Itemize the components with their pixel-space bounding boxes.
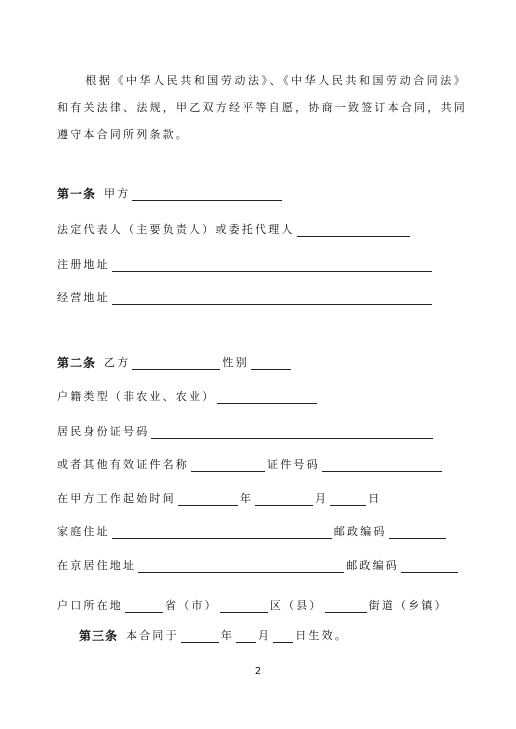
bj-address-blank[interactable] (138, 558, 344, 573)
home-postcode-label: 邮政编码 (333, 525, 387, 538)
other-id-label: 或者其他有效证件名称 (57, 458, 189, 471)
bj-postcode-label: 邮政编码 (346, 559, 400, 572)
page-number: 2 (254, 666, 262, 677)
biz-address-label: 经营地址 (57, 291, 110, 304)
party-a-blank[interactable] (132, 186, 282, 201)
legal-rep-label: 法定代表人（主要负责人）或委托代理人 (57, 223, 295, 236)
start-date-line (57, 489, 381, 509)
hukou-location-line (57, 596, 448, 616)
effective-day-blank[interactable] (273, 628, 293, 643)
start-date-label: 在甲方工作起始时间 (57, 492, 176, 505)
bj-address-line (57, 556, 460, 576)
article2-party-b-line (57, 353, 293, 373)
home-address-line (57, 522, 448, 542)
hukou-type-blank[interactable] (217, 389, 317, 404)
biz-address-blank[interactable] (112, 290, 432, 305)
reg-address-line (57, 255, 434, 275)
start-year-label: 年 (239, 492, 254, 505)
article1-heading: 第一条 (57, 187, 97, 201)
effective-month-blank[interactable] (236, 628, 256, 643)
street-blank[interactable] (325, 598, 367, 613)
party-b-blank[interactable] (132, 355, 220, 370)
district-blank[interactable] (220, 598, 268, 613)
party-b-label: 乙方 (104, 356, 131, 369)
article3-line (79, 626, 348, 646)
id-number-line (57, 422, 435, 442)
hukou-location-label: 户口所在地 (57, 599, 123, 612)
id-no-label: 证件号码 (267, 458, 320, 471)
intro-text: 根据《中华人民共和国劳动法》、《中华人民共和国劳动合同法》和有关法律、法规，甲乙双方经平等自愿，协商一致签订本合同，共同遵守本合同所列条款。 (57, 74, 467, 141)
legal-rep-line (57, 220, 412, 240)
article2-heading: 第二条 (57, 356, 97, 370)
id-no-blank[interactable] (322, 457, 442, 472)
effective-month-label: 月 (258, 629, 272, 642)
article3-text-a: 本合同于 (126, 629, 179, 642)
start-year-blank[interactable] (178, 491, 238, 506)
effective-year-blank[interactable] (181, 628, 219, 643)
hukou-type-line (57, 387, 319, 407)
start-month-label: 月 (315, 492, 329, 505)
effective-year-label: 年 (220, 629, 235, 642)
home-address-blank[interactable] (112, 524, 332, 539)
hukou-type-label: 户籍类型（非农业、农业） (57, 390, 216, 403)
id-number-label: 居民身份证号码 (57, 425, 150, 438)
other-id-blank[interactable] (191, 457, 265, 472)
district-label: 区（县） (269, 599, 323, 612)
bj-postcode-blank[interactable] (401, 558, 458, 573)
id-number-blank[interactable] (151, 424, 433, 439)
start-month-blank[interactable] (255, 491, 313, 506)
legal-rep-blank[interactable] (297, 222, 410, 237)
bj-address-label: 在京居住地址 (57, 559, 137, 572)
article1-party-a-line (57, 184, 284, 204)
gender-blank[interactable] (251, 355, 291, 370)
home-address-label: 家庭住址 (57, 525, 110, 538)
province-label: 省（市） (165, 599, 218, 612)
home-postcode-blank[interactable] (389, 524, 446, 539)
biz-address-line (57, 288, 434, 308)
province-blank[interactable] (125, 598, 163, 613)
article3-heading: 第三条 (79, 629, 119, 643)
party-a-label: 甲方 (104, 187, 131, 200)
reg-address-label: 注册地址 (57, 258, 110, 271)
article3-text-b: 日生效。 (295, 629, 349, 642)
reg-address-blank[interactable] (112, 257, 432, 272)
street-label: 街道（乡镇） (368, 599, 448, 612)
start-day-label: 日 (368, 492, 382, 505)
start-day-blank[interactable] (330, 491, 366, 506)
intro-paragraph (57, 67, 467, 148)
gender-label: 性别 (222, 356, 249, 369)
other-id-line (57, 455, 444, 475)
